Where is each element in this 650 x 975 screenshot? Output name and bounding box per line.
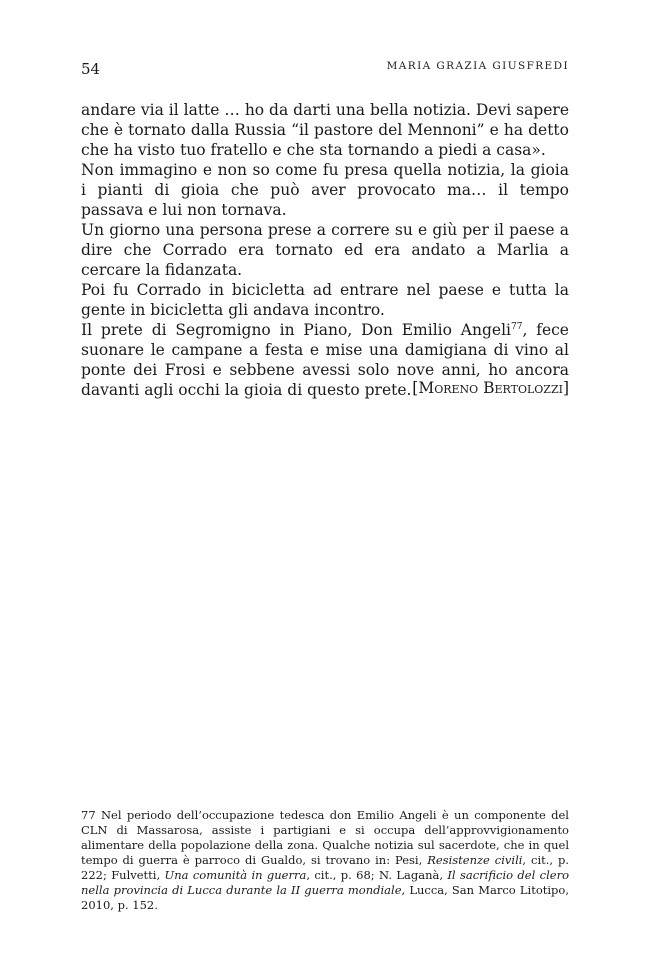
- footnote-text: , cit., p. 68; N. Laganà,: [306, 868, 448, 882]
- footnote-reference: 77: [510, 321, 523, 332]
- bracket: [: [412, 379, 419, 397]
- footnote-text: , cit., p. 222; Fulvetti,: [81, 853, 569, 882]
- footnote-text: , Lucca, San Marco Litotipo, 2010, p. 152.: [81, 883, 569, 912]
- footnote-number: 77: [81, 808, 96, 822]
- cited-title: Resistenze civili: [427, 853, 523, 867]
- running-head: MARIA GRAZIA GIUSFREDI: [386, 60, 569, 72]
- body-text: [81, 100, 569, 400]
- paragraph: Poi fu Corrado in bicicletta ad entrare nel paese e tutta la gente in bicicletta gli andava incontro.: [81, 281, 569, 319]
- footnote-text: Nel periodo dell’occupazione tedesca don Emilio Angeli è un componente del CLN di Massarosa, assiste i partigiani e si occupa dell’approvvigionamento alimentare della popolazione della zona. Qualche notizia sul sacerdote, che in quel tempo di guerra è parroco di Gualdo, si trovano in: Pesi,: [81, 808, 569, 867]
- paragraph: andare via il latte … ho da darti una bella notizia. Devi sapere che è tornato dalla Russia “il pastore del Mennoni” e ha detto che ha visto tuo fratello e che sta tornando a piedi a casa».: [81, 101, 569, 159]
- author-signature: [81, 378, 569, 398]
- bracket: ]: [562, 379, 569, 397]
- page-number: 54: [81, 60, 101, 78]
- author-name: Moreno Bertolozzi: [418, 379, 563, 397]
- paragraph: Non immagino e non so come fu presa quella notizia, la gioia i pianti di gioia che può aver provocato ma… il tempo passava e lui non tornava.: [81, 161, 569, 219]
- cited-title: Il sacrificio del clero nella provincia di Lucca durante la II guerra mondiale: [81, 868, 569, 897]
- paragraph: Un giorno una persona prese a correre su e giù per il paese a dire che Corrado era tornato ed era andato a Marlia a cercare la fidanzata.: [81, 221, 569, 279]
- paragraph-text: , fece suonare le campane a festa e mise una damigiana di vino al ponte dei Frosi e sebbene avessi solo nove anni, ho ancora davanti agli occhi la gioia di questo prete.: [81, 321, 569, 399]
- cited-title: Una comunità in guerra: [164, 868, 307, 882]
- paragraph-text: Il prete di Segromigno in Piano, Don Emilio Angeli: [81, 321, 511, 339]
- footnote: [81, 808, 569, 913]
